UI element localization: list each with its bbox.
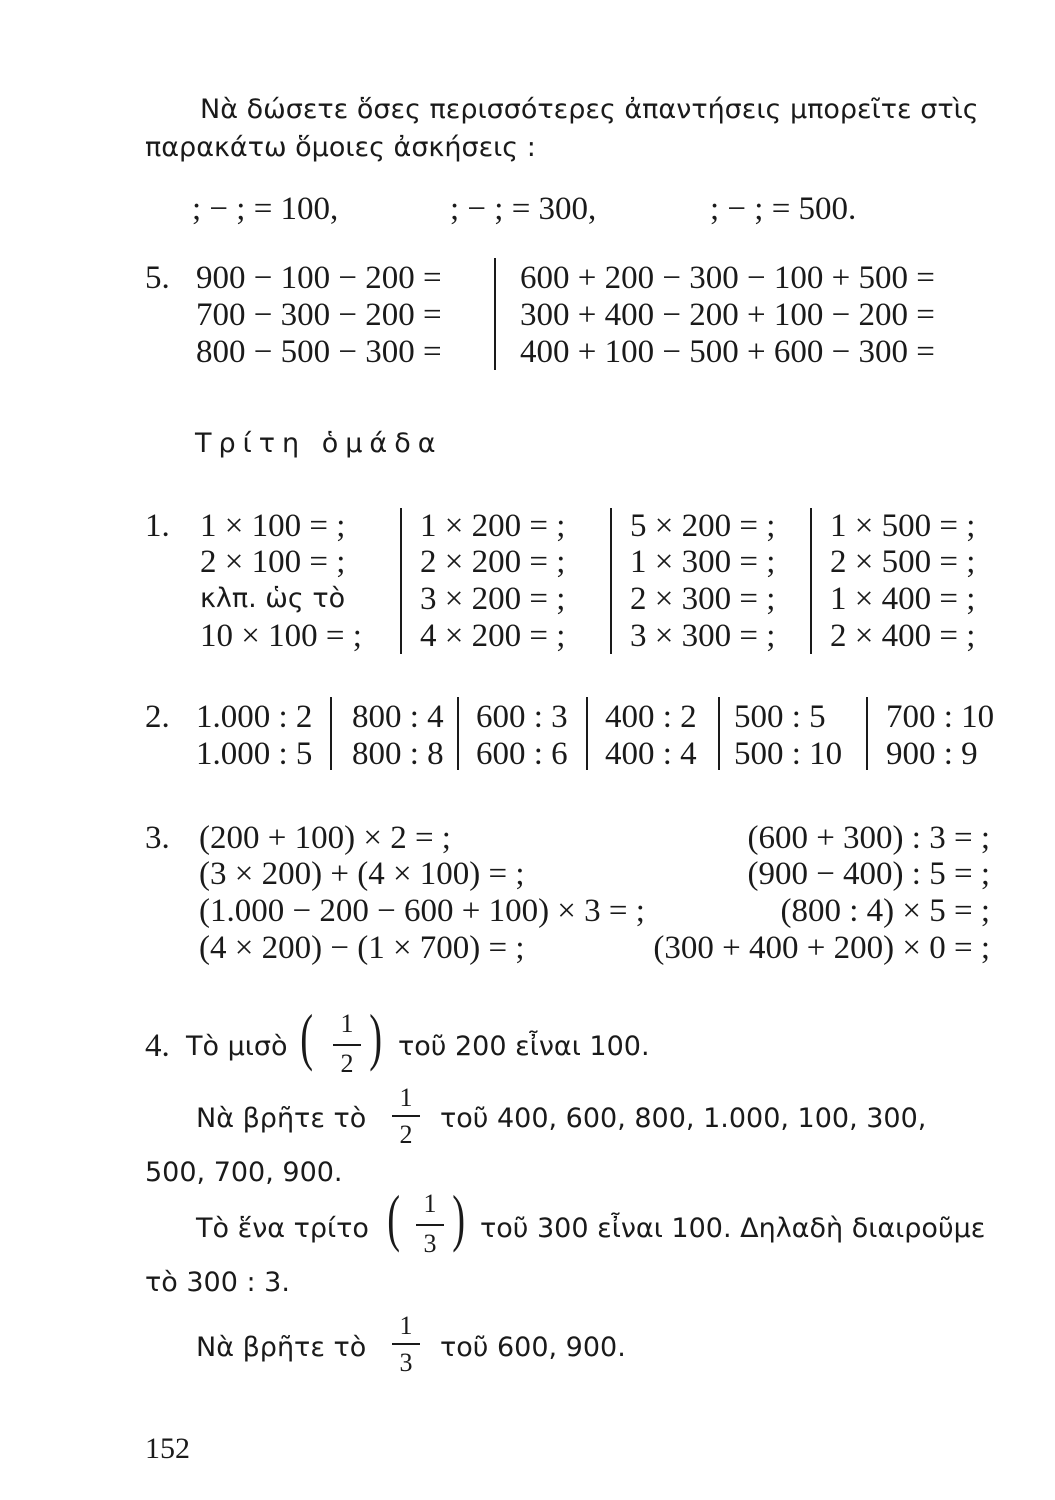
ex1-col1-row3: κλπ. ὡς τὸ — [200, 583, 346, 614]
ex1-col4-row1: 1 × 500 = ; — [830, 508, 976, 544]
ex2-col2-row1: 800 : 4 — [352, 699, 444, 735]
exercise-5-right-1: 600 + 200 − 300 − 100 + 500 = — [520, 260, 935, 296]
page-number: 152 — [145, 1432, 190, 1465]
ex3-left-4: (4 × 200) − (1 × 700) = ; — [199, 930, 525, 966]
ex1-col3-row3: 2 × 300 = ; — [630, 581, 776, 617]
blank-equation-1: ; − ; = 100, — [192, 191, 339, 227]
exercise-2-divider-2 — [457, 697, 459, 770]
ex3-right-3: (800 : 4) × 5 = ; — [780, 893, 990, 929]
intro-line-1: Νὰ δώσετε ὅσες περισσότερες ἀπαντήσεις μπορεῖτε στὶς — [200, 94, 979, 125]
ex1-col2-row3: 3 × 200 = ; — [420, 581, 566, 617]
ex3-left-3: (1.000 − 200 − 600 + 100) × 3 = ; — [199, 893, 645, 929]
half-right-paren: ) — [369, 1001, 383, 1072]
ex2-col3-row2: 600 : 6 — [476, 736, 568, 772]
ex4-line5: τὸ 300 : 3. — [145, 1267, 290, 1298]
third-fraction-bar — [416, 1224, 444, 1226]
ex3-right-1: (600 + 300) : 3 = ; — [747, 820, 990, 856]
ex4-line1-start: Τὸ μισὸ — [186, 1031, 288, 1062]
half-numerator-2: 1 — [399, 1083, 413, 1112]
exercise-5-right-2: 300 + 400 − 200 + 100 − 200 = — [520, 297, 935, 333]
ex4-line1-end: τοῦ 200 εἶναι 100. — [398, 1031, 650, 1062]
third-fraction-bar-2 — [392, 1343, 420, 1345]
ex1-col1-row2: 2 × 100 = ; — [200, 544, 346, 580]
ex2-col2-row2: 800 : 8 — [352, 736, 444, 772]
exercise-5-left-3: 800 − 500 − 300 = — [196, 334, 442, 370]
exercise-2-divider-5 — [866, 697, 868, 770]
ex2-col6-row2: 900 : 9 — [886, 736, 978, 772]
ex3-left-2: (3 × 200) + (4 × 100) = ; — [199, 856, 525, 892]
ex2-col5-row1: 500 : 5 — [734, 699, 826, 735]
ex4-line4-start: Τὸ ἕνα τρίτο — [196, 1213, 369, 1244]
exercise-2-divider-3 — [586, 697, 588, 770]
ex2-col6-row1: 700 : 10 — [886, 699, 995, 735]
ex1-col4-row4: 2 × 400 = ; — [830, 618, 976, 654]
ex3-left-1: (200 + 100) × 2 = ; — [199, 820, 451, 856]
ex1-col4-row3: 1 × 400 = ; — [830, 581, 976, 617]
blank-equation-3: ; − ; = 500. — [710, 191, 857, 227]
half-numerator: 1 — [340, 1009, 354, 1038]
ex3-right-2: (900 − 400) : 5 = ; — [747, 856, 990, 892]
ex2-col1-row2: 1.000 : 5 — [196, 736, 313, 772]
ex4-line6-end: τοῦ 600, 900. — [440, 1332, 626, 1363]
exercise-5-left-1: 900 − 100 − 200 = — [196, 260, 442, 296]
half-left-paren: ( — [300, 1001, 314, 1072]
half-denominator: 2 — [340, 1049, 354, 1078]
third-denominator-2: 3 — [399, 1348, 413, 1377]
ex4-line6-start: Νὰ βρῆτε τὸ — [196, 1332, 367, 1363]
blank-equation-2: ; − ; = 300, — [450, 191, 597, 227]
exercise-1-number: 1. — [145, 508, 170, 544]
ex1-col3-row4: 3 × 300 = ; — [630, 618, 776, 654]
ex1-col2-row4: 4 × 200 = ; — [420, 618, 566, 654]
third-numerator: 1 — [423, 1189, 437, 1218]
exercise-4-number: 4. — [145, 1028, 170, 1064]
group-title: Τρίτη ὁμάδα — [195, 428, 443, 459]
ex2-col4-row2: 400 : 4 — [605, 736, 697, 772]
ex3-right-4: (300 + 400 + 200) × 0 = ; — [653, 930, 990, 966]
ex2-col1-row1: 1.000 : 2 — [196, 699, 313, 735]
exercise-1-divider-3 — [810, 508, 812, 654]
ex4-line3: 500, 700, 900. — [145, 1157, 343, 1188]
exercise-2-number: 2. — [145, 699, 170, 735]
third-numerator-2: 1 — [399, 1311, 413, 1340]
ex1-col3-row2: 1 × 300 = ; — [630, 544, 776, 580]
exercise-1-divider-1 — [400, 508, 402, 654]
exercise-5-left-2: 700 − 300 − 200 = — [196, 297, 442, 333]
exercise-5-right-3: 400 + 100 − 500 + 600 − 300 = — [520, 334, 935, 370]
half-denominator-2: 2 — [399, 1120, 413, 1149]
ex1-col3-row1: 5 × 200 = ; — [630, 508, 776, 544]
ex2-col5-row2: 500 : 10 — [734, 736, 843, 772]
ex2-col3-row1: 600 : 3 — [476, 699, 568, 735]
ex4-line2-start: Νὰ βρῆτε τὸ — [196, 1103, 367, 1134]
third-left-paren: ( — [387, 1182, 401, 1253]
ex4-line2-end: τοῦ 400, 600, 800, 1.000, 100, 300, — [440, 1103, 927, 1134]
third-right-paren: ) — [452, 1182, 466, 1253]
ex1-col1-row4: 10 × 100 = ; — [200, 618, 362, 654]
half-fraction-bar — [333, 1044, 361, 1046]
exercise-5-number: 5. — [145, 260, 170, 296]
exercise-3-number: 3. — [145, 820, 170, 856]
exercise-1-divider-2 — [610, 508, 612, 654]
exercise-5-divider — [494, 258, 496, 370]
ex2-col4-row1: 400 : 2 — [605, 699, 697, 735]
intro-line-2: παρακάτω ὅμοιες ἀσκήσεις : — [145, 132, 536, 163]
ex1-col4-row2: 2 × 500 = ; — [830, 544, 976, 580]
exercise-2-divider-4 — [718, 697, 720, 770]
ex1-col2-row2: 2 × 200 = ; — [420, 544, 566, 580]
ex4-line4-end: τοῦ 300 εἶναι 100. Δηλαδὴ διαιροῦμε — [480, 1213, 986, 1244]
half-fraction-bar-2 — [392, 1115, 420, 1117]
ex1-col1-row1: 1 × 100 = ; — [200, 508, 346, 544]
exercise-2-divider-1 — [330, 697, 332, 770]
ex1-col2-row1: 1 × 200 = ; — [420, 508, 566, 544]
third-denominator: 3 — [423, 1229, 437, 1258]
